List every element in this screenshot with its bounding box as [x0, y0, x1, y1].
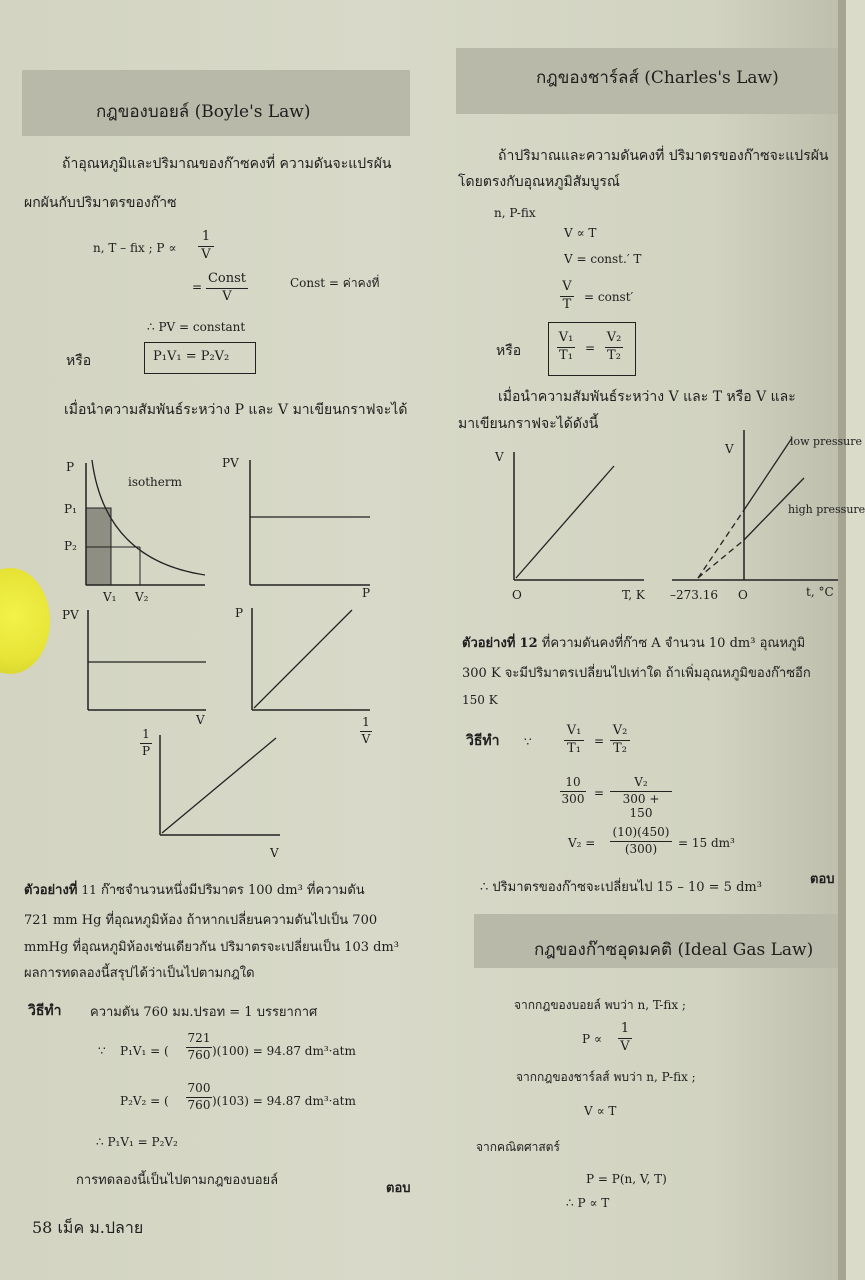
ex12-v2-equals: V₂ = — [568, 836, 596, 850]
absolute-zero-label: –273.16 — [670, 588, 718, 602]
fraction-numerator: V₂ — [612, 723, 628, 738]
ex11-answer: ตอบ — [386, 1181, 411, 1196]
charles-line-3-rhs: = const′ — [584, 290, 634, 304]
boyle-boxed-equation — [144, 342, 256, 374]
charles-header — [456, 48, 838, 114]
fraction-denominator: V — [620, 1038, 630, 1054]
ideal-line-6: P = P(n, V, T) — [586, 1172, 667, 1186]
charles-v1-over-t1 — [557, 331, 575, 364]
ex11-line-1 — [24, 883, 365, 899]
fraction-numerator: 1 — [201, 229, 211, 244]
equals-sign: = — [585, 341, 596, 355]
boyle-graph-intro: เมื่อนำความสัมพันธ์ระหว่าง P และ V มาเขียนกราฟจะได้ — [64, 402, 408, 418]
tick-label-p1: P₁ — [64, 502, 77, 516]
high-pressure-label: high pressure — [788, 503, 865, 516]
ex12-v2-over-t2 — [610, 724, 630, 757]
proportional-line — [516, 466, 614, 578]
charles-line-1: V ∝ T — [564, 226, 597, 240]
graph-inverse-p-vs-v — [160, 735, 285, 840]
because-sign: ∵ — [98, 1044, 106, 1058]
fraction-denominator: 760 — [187, 1047, 211, 1062]
ex11-method: วิธีทำ — [28, 1003, 62, 1019]
ex11-line-3: mmHg ที่อุณหภูมิห้องเช่นเดียวกัน ปริมาตรจะเปลี่ยนเป็น 103 dm³ — [24, 940, 399, 955]
ex11-eq1-lhs: P₁V₁ = ( — [120, 1044, 169, 1058]
charles-graph-intro-1: เมื่อนำความสัมพันธ์ระหว่าง V และ T หรือ V และ — [498, 389, 796, 405]
ex11-fraction-700-760 — [186, 1082, 212, 1113]
ex12-line-3: 150 K — [462, 693, 498, 707]
fraction-numerator: V₁ — [558, 330, 574, 345]
fraction-denominator: T₂ — [613, 740, 627, 756]
fraction-numerator: 1 — [142, 727, 150, 741]
graph-p-vs-inverse-v — [252, 608, 372, 713]
ideal-line-2: P ∝ — [582, 1032, 603, 1046]
axis-label-pv: PV — [222, 456, 239, 470]
fraction-denominator: 300 + 150 — [622, 791, 660, 820]
ex12-text-1: ที่ความดันคงที่ก๊าซ A จำนวน 10 dm³ อุณหภูมิ — [541, 636, 806, 651]
ex12-result-volume: = 15 dm³ — [678, 836, 735, 850]
fraction-denominator: T₁ — [559, 347, 573, 363]
charles-title: กฎของชาร์ลส์ (Charles's Law) — [536, 68, 779, 88]
boyle-condition: n, T – fix ; P ∝ — [93, 241, 177, 255]
charles-v2-over-t2 — [605, 331, 623, 364]
axis-label-v: V — [270, 846, 279, 860]
fraction-numerator: V — [562, 279, 572, 294]
graph-pv-vs-p — [250, 460, 375, 590]
ex11-line-4: ผลการทดลองนี้สรุปได้ว่าเป็นไปตามกฎใด — [24, 966, 255, 981]
ex11-conclusion: การทดลองนี้เป็นไปตามกฎของบอยล์ — [76, 1173, 279, 1188]
fraction-denominator: T — [562, 296, 572, 312]
fraction-denominator: 760 — [187, 1097, 211, 1112]
ex12-v1-over-t1 — [564, 724, 584, 757]
fraction-numerator: 1 — [620, 1021, 630, 1036]
graph-pv-vs-v — [88, 610, 208, 715]
origin-label: O — [738, 588, 748, 602]
axis-label-t-kelvin: T, K — [622, 588, 645, 602]
charles-graph-intro-2: มาเขียนกราฟจะได้ดังนี้ — [458, 416, 599, 432]
ideal-gas-header — [474, 914, 838, 968]
ex12-10-over-300 — [560, 776, 586, 807]
axis-label-p: P — [362, 586, 371, 600]
charles-v-over-t — [560, 280, 574, 313]
fraction-denominator: (300) — [624, 841, 658, 856]
ex11-eq3: ∴ P₁V₁ = P₂V₂ — [96, 1135, 178, 1149]
isotherm-label: isotherm — [128, 475, 182, 489]
ideal-line-4: V ∝ T — [584, 1104, 617, 1118]
fraction-denominator: V — [222, 288, 232, 304]
fraction-numerator: (10)(450) — [612, 825, 670, 839]
origin-label: O — [512, 588, 522, 602]
ex12-number: 12 — [519, 636, 538, 651]
axis-label-inverse-p — [140, 728, 152, 759]
charles-or: หรือ — [496, 343, 522, 359]
fraction-numerator: 1 — [362, 715, 370, 729]
charles-line-2: V = const.′ T — [564, 252, 642, 266]
ex12-method: วิธีทำ — [466, 733, 500, 749]
fraction-denominator: P — [141, 743, 151, 758]
boyle-const-over-v — [206, 272, 248, 305]
page-footer: 58 เม็ค ม.ปลาย — [32, 1218, 144, 1237]
axis-label-v: V — [495, 450, 504, 464]
ex12-answer: ตอบ — [810, 872, 835, 887]
boyle-inverse-v — [198, 230, 214, 263]
ex11-eq2-rhs: )(103) = 94.87 dm³·atm — [212, 1094, 356, 1108]
axis-label-v: V — [725, 442, 734, 456]
because-sign: ∵ — [524, 735, 532, 749]
axis-label-v: V — [196, 713, 205, 727]
ideal-line-3: จากกฎของชาร์ลส์ พบว่า n, P-fix ; — [516, 1070, 696, 1084]
graph-v-vs-t-kelvin — [514, 452, 649, 582]
tick-label-p2: P₂ — [64, 539, 77, 553]
fraction-denominator: 300 — [561, 791, 585, 806]
fraction-denominator: T₂ — [607, 347, 621, 363]
ideal-line-5: จากคณิตศาสตร์ — [476, 1140, 560, 1154]
next-page-edge — [846, 0, 865, 1280]
equals-sign: = — [594, 734, 605, 748]
ideal-line-1: จากกฎของบอยล์ พบว่า n, T-fix ; — [514, 998, 686, 1012]
ex11-text-1: ก๊าซจำนวนหนึ่งมีปริมาตร 100 dm³ ที่ความดัน — [100, 883, 365, 898]
ideal-inverse-v — [618, 1022, 632, 1055]
charles-intro-2: โดยตรงกับอุณหภูมิสัมบูรณ์ — [458, 174, 620, 190]
ex11-eq1-rhs: )(100) = 94.87 dm³·atm — [212, 1044, 356, 1058]
boyle-title: กฎของบอยล์ (Boyle's Law) — [96, 102, 311, 122]
fraction-numerator: 721 — [187, 1031, 211, 1045]
fraction-numerator: 10 — [565, 775, 581, 789]
fraction-numerator: 700 — [187, 1081, 211, 1095]
high-pressure-extrapolation — [698, 540, 744, 578]
proportional-line — [162, 738, 276, 833]
ex11-eq2-lhs: P₂V₂ = ( — [120, 1094, 169, 1108]
low-pressure-line — [744, 438, 792, 510]
axis-label-p: P — [235, 606, 244, 620]
ex12-line-2: 300 K จะมีปริมาตรเปลี่ยนไปเท่าใด ถ้าเพิ่มอุณหภูมิของก๊าซอีก — [462, 666, 811, 681]
axis-label-t-celsius: t, °C — [806, 585, 834, 599]
ex12-v2-over-450 — [610, 776, 672, 820]
axis-label-pv: PV — [62, 608, 79, 622]
ex11-heading: ตัวอย่างที่ — [24, 883, 78, 898]
fraction-denominator: V — [361, 731, 371, 746]
boyle-equation: P₁V₁ = P₂V₂ — [153, 349, 230, 364]
ex11-fraction-721-760 — [186, 1032, 212, 1063]
ex11-atm-conversion: ความดัน 760 มม.ปรอท = 1 บรรยากาศ — [90, 1005, 318, 1020]
fraction-numerator: Const — [207, 271, 247, 286]
tick-label-v2: V₂ — [135, 590, 149, 604]
low-pressure-extrapolation — [698, 510, 744, 578]
boyle-or: หรือ — [66, 353, 92, 369]
equals-sign: = — [594, 786, 605, 800]
ex11-line-2: 721 mm Hg ที่อุณหภูมิห้อง ถ้าหากเปลี่ยนความดันไปเป็น 700 — [24, 913, 378, 928]
ideal-gas-title: กฎของก๊าซอุดมคติ (Ideal Gas Law) — [534, 940, 814, 960]
fraction-numerator: V₁ — [566, 723, 582, 738]
charles-intro-1: ถ้าปริมาณและความดันคงที่ ปริมาตรของก๊าซจะแปรผัน — [498, 148, 829, 164]
tick-label-v1: V₁ — [103, 590, 117, 604]
charles-boxed-equation — [548, 322, 636, 376]
fraction-denominator: T₁ — [567, 740, 581, 756]
low-pressure-label: low pressure — [790, 435, 863, 448]
axis-label-p: P — [66, 460, 75, 474]
ex11-number: 11 — [81, 883, 97, 897]
ideal-line-7: ∴ P ∝ T — [566, 1196, 610, 1210]
boyle-intro-1: ถ้าอุณหภูมิและปริมาณของก๊าซคงที่ ความดันจะแปรผัน — [62, 156, 392, 172]
ex12-heading: ตัวอย่างที่ — [462, 636, 516, 651]
boyle-pv-constant: ∴ PV = constant — [147, 320, 246, 334]
equals-sign: = — [192, 280, 203, 294]
fraction-denominator: V — [201, 246, 211, 262]
boyle-intro-2: ผกผันกับปริมาตรของก๊าซ — [24, 195, 177, 211]
ex12-result: ∴ ปริมาตรของก๊าซจะเปลี่ยนไป 15 – 10 = 5 dm³ — [480, 880, 762, 895]
ex12-final-fraction — [610, 826, 672, 857]
axis-label-inverse-v — [360, 716, 372, 747]
fraction-numerator: V₂ — [634, 775, 648, 789]
ex12-line-1 — [462, 636, 805, 652]
boyle-const-definition: Const = ค่าคงที่ — [290, 276, 380, 290]
boyle-header — [22, 70, 410, 136]
charles-condition: n, P-fix — [494, 206, 536, 220]
fraction-numerator: V₂ — [606, 330, 622, 345]
proportional-line — [254, 610, 352, 708]
